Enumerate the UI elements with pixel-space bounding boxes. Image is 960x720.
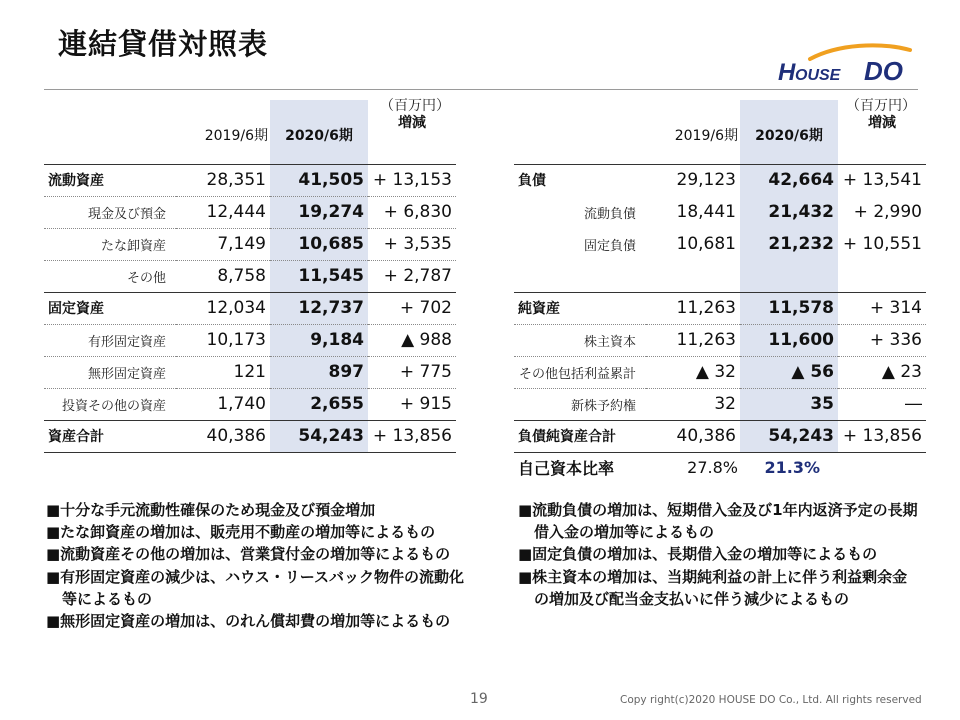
notes-right xyxy=(518,499,918,610)
value-change: + 10,551 xyxy=(842,234,922,254)
value-cur: 54,243 xyxy=(740,420,838,452)
equity-ratio-row xyxy=(514,452,928,482)
row-label: 新株予約権 xyxy=(514,388,646,420)
value-cur: 9,184 xyxy=(270,324,368,356)
value-change: + 915 xyxy=(368,388,456,420)
svg-text:OUSE: OUSE xyxy=(795,67,841,84)
value-prev: 10,173 xyxy=(176,324,270,356)
value-prev: 28,351 xyxy=(176,164,270,196)
value-cur: 12,737 xyxy=(270,292,368,324)
row-label: 純資産 xyxy=(514,292,646,324)
page-number: 19 xyxy=(470,691,488,707)
row-label: 株主資本 xyxy=(514,324,646,356)
note-item: ■たな卸資産の増加は、販売用不動産の増加等によるもの xyxy=(46,523,436,542)
value-cur: 54,243 xyxy=(270,420,368,452)
value-prev: 12,444 xyxy=(176,196,270,228)
value-change: + 775 xyxy=(368,356,456,388)
value-change: ― xyxy=(838,388,926,420)
row-label: 固定資産 xyxy=(44,292,176,324)
table-row xyxy=(44,356,456,388)
left-unit-label: （百万円） xyxy=(380,98,450,114)
value-change: + 13,153 xyxy=(368,164,456,196)
spacer-cell xyxy=(514,260,646,292)
row-label: 負債純資産合計 xyxy=(514,420,646,452)
note-item: ■十分な手元流動性確保のため現金及び預金増加 xyxy=(46,501,376,519)
row-label: 投資その他の資産 xyxy=(44,388,176,420)
table-row-total xyxy=(44,420,456,452)
table-row-total xyxy=(514,420,926,452)
row-label: 現金及び預金 xyxy=(44,196,176,228)
table-row xyxy=(44,260,456,292)
table-row xyxy=(44,164,456,196)
value-cur: 11,578 xyxy=(740,292,838,324)
table-row xyxy=(514,228,926,260)
value-cur: 19,274 xyxy=(270,196,368,228)
value-prev: 18,441 xyxy=(676,202,736,222)
value-prev: 11,263 xyxy=(646,292,740,324)
notes-left xyxy=(46,499,466,632)
value-prev: 40,386 xyxy=(646,420,740,452)
row-label: 固定負債 xyxy=(583,238,636,254)
value-change: + 2,787 xyxy=(368,260,456,292)
value-prev: 40,386 xyxy=(176,420,270,452)
table-row xyxy=(44,324,456,356)
row-label: 流動資産 xyxy=(44,164,176,196)
equity-ratio-label: 自己資本比率 xyxy=(518,459,615,478)
value-prev: 32 xyxy=(646,388,740,420)
table-row xyxy=(514,196,926,228)
row-label: たな卸資産 xyxy=(44,228,176,260)
table-row xyxy=(514,164,926,196)
value-prev: ▲ 32 xyxy=(646,356,740,388)
row-label: 負債 xyxy=(514,164,646,196)
assets-table xyxy=(44,100,456,453)
svg-text:DO: DO xyxy=(864,56,903,86)
value-cur: 897 xyxy=(270,356,368,388)
value-change: ▲ 988 xyxy=(368,324,456,356)
value-cur: ▲ 56 xyxy=(740,356,838,388)
table-header-row xyxy=(44,100,456,164)
house-do-logo xyxy=(776,40,912,86)
value-prev: 10,681 xyxy=(676,234,736,254)
note-item: ■流動資産その他の増加は、営業貸付金の増加等によるもの xyxy=(46,545,451,564)
value-cur: 2,655 xyxy=(270,388,368,420)
col-header-change: 増減 xyxy=(398,115,426,131)
equity-ratio-prev: 27.8% xyxy=(687,458,738,477)
note-item: ■固定負債の増加は、長期借入金の増加等によるもの xyxy=(518,545,878,564)
equity-ratio-cur: 21.3% xyxy=(764,458,820,477)
row-label: 有形固定資産 xyxy=(44,324,176,356)
col-header-cur: 2020/6期 xyxy=(740,100,838,164)
page-title: 連結貸借対照表 xyxy=(58,27,269,61)
spacer-cell xyxy=(646,260,740,292)
note-item: ■有形固定資産の減少は、ハウス・リースバック物件の流動化等によるもの xyxy=(46,567,464,608)
value-change: + 336 xyxy=(838,324,926,356)
value-change: ▲ 23 xyxy=(838,356,926,388)
row-label: 無形固定資産 xyxy=(44,356,176,388)
row-label: その他 xyxy=(44,260,176,292)
header-blank xyxy=(514,100,646,164)
value-change: + 13,541 xyxy=(838,164,926,196)
col-header-cur: 2020/6期 xyxy=(270,100,368,164)
value-change: + 702 xyxy=(368,292,456,324)
value-cur: 21,432 xyxy=(740,196,838,228)
value-prev: 7,149 xyxy=(176,228,270,260)
table-row xyxy=(514,324,926,356)
table-row xyxy=(44,228,456,260)
row-label: その他包括利益累計 xyxy=(514,356,646,388)
value-change: + 6,830 xyxy=(368,196,456,228)
copyright-text: Copy right(c)2020 HOUSE DO Co., Ltd. All rights reserved xyxy=(620,694,922,706)
title-divider xyxy=(44,89,918,90)
table-row xyxy=(514,356,926,388)
value-change: + 13,856 xyxy=(838,420,926,452)
table-row xyxy=(44,292,456,324)
value-prev: 121 xyxy=(176,356,270,388)
col-header-prev: 2019/6期 xyxy=(204,127,268,144)
value-cur: 11,545 xyxy=(270,260,368,292)
logo-graphic xyxy=(776,40,912,86)
right-unit-label: （百万円） xyxy=(846,98,916,114)
header-blank xyxy=(44,100,176,164)
value-change: + 3,535 xyxy=(368,228,456,260)
table-row xyxy=(44,388,456,420)
table-row xyxy=(514,292,926,324)
note-item: ■流動負債の増加は、短期借入金及び1年内返済予定の長期借入金の増加等によるもの xyxy=(518,501,918,542)
value-prev: 12,034 xyxy=(176,292,270,324)
spacer-cell xyxy=(838,260,926,292)
value-prev: 1,740 xyxy=(176,388,270,420)
table-row-spacer xyxy=(514,260,926,292)
value-cur: 11,600 xyxy=(740,324,838,356)
spacer-cell xyxy=(740,260,838,292)
value-prev: 8,758 xyxy=(176,260,270,292)
value-cur: 21,232 xyxy=(740,228,838,260)
value-prev: 11,263 xyxy=(646,324,740,356)
value-change: + 314 xyxy=(838,292,926,324)
liabilities-table xyxy=(514,100,926,453)
value-cur: 42,664 xyxy=(740,164,838,196)
value-cur: 10,685 xyxy=(270,228,368,260)
row-label: 流動負債 xyxy=(583,206,636,222)
row-label: 資産合計 xyxy=(44,420,176,452)
value-change: + 2,990 xyxy=(853,202,922,222)
value-prev: 29,123 xyxy=(646,164,740,196)
value-cur: 41,505 xyxy=(270,164,368,196)
value-change: + 13,856 xyxy=(368,420,456,452)
col-header-change: 増減 xyxy=(868,115,896,131)
note-item: ■株主資本の増加は、当期純利益の計上に伴う利益剰余金の増加及び配当金支払いに伴う減少によるもの xyxy=(518,567,908,608)
table-header-row xyxy=(514,100,926,164)
table-row xyxy=(44,196,456,228)
table-row xyxy=(514,388,926,420)
svg-text:H: H xyxy=(778,59,796,86)
note-item: ■無形固定資産の増加は、のれん償却費の増加等によるもの xyxy=(46,612,451,631)
col-header-prev: 2019/6期 xyxy=(674,127,738,144)
value-cur: 35 xyxy=(740,388,838,420)
